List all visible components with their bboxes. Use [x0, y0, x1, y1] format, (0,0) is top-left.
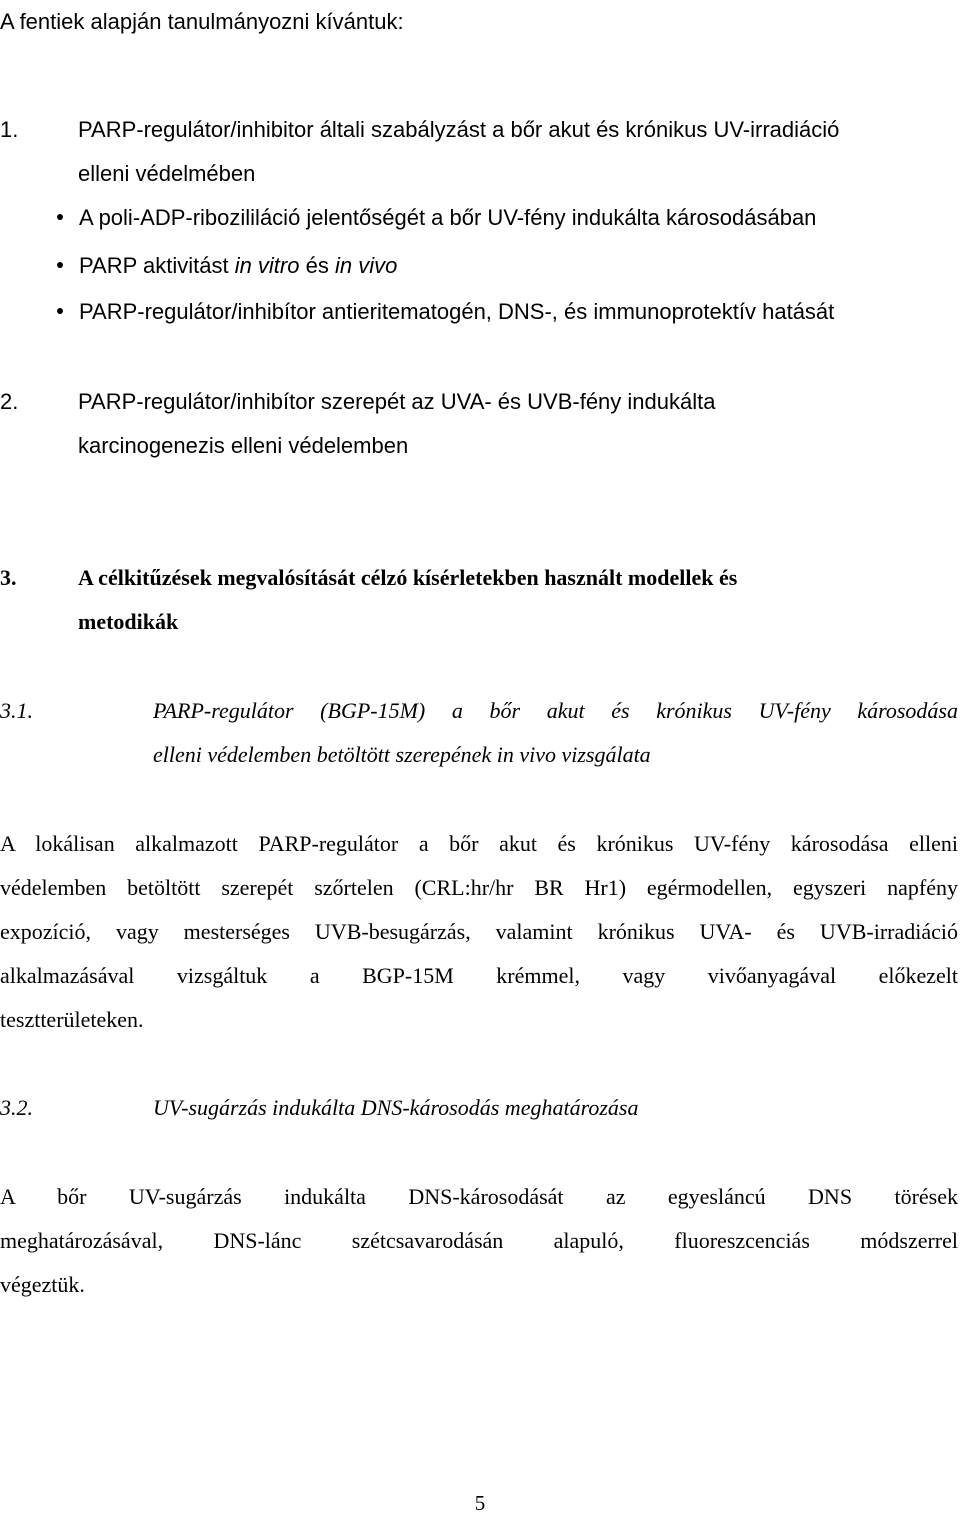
bullet-text-1: A poli-ADP-ribozililáció jelentőségét a bőr UV-fény indukálta károsodásában [79, 205, 817, 230]
bullet-item-3 [57, 290, 834, 334]
bullet-text-2-italic-1: in vitro [234, 253, 300, 278]
item-1-line-2: elleni védelmében [78, 161, 256, 186]
paragraph-2-line-2: meghatározásával, DNS-lánc szétcsavarodásán alapuló, fluoreszcenciás módszerrel [0, 1228, 958, 1253]
subsection-3-1-title-line-1: PARP-regulátor (BGP-15M) a bőr akut és krónikus UV-fény károsodása [153, 698, 958, 723]
paragraph-1-line-1: A lokálisan alkalmazott PARP-regulátor a bőr akut és krónikus UV-fény károsodása elleni [0, 831, 958, 856]
subsection-3-1-title-line-2: elleni védelemben betöltött szerepének in vivo vizsgálata [153, 742, 651, 767]
section-3-title-line-2: metodikák [78, 609, 179, 634]
item-2-line-2: karcinogenezis elleni védelemben [78, 433, 409, 458]
item-1-line-1: PARP-regulátor/inhibitor általi szabályzást a bőr akut és krónikus UV-irradiáció [78, 117, 840, 142]
page-number: 5 [474, 1491, 486, 1515]
paragraph-1 [0, 822, 958, 1042]
paragraph-2 [0, 1175, 958, 1307]
bullet-text-2-mid: és [299, 253, 335, 278]
item-1-number: 1. [0, 117, 19, 142]
paragraph-1-line-2: védelemben betöltött szerepét szőrtelen (CRL:hr/hr BR Hr1) egérmodellen, egyszeri napfény [0, 875, 958, 900]
item-2-number: 2. [0, 389, 19, 414]
intro-text: A fentiek alapján tanulmányozni kívántuk: [0, 9, 404, 34]
bullet-text-2-italic-2: in vivo [334, 253, 398, 278]
paragraph-1-line-3: expozíció, vagy mesterséges UVB-besugárzás, valamint krónikus UVA- és UVB-irradiáció [0, 919, 958, 944]
paragraph-1-line-4: alkalmazásával vizsgáltuk a BGP-15M krémmel, vagy vivőanyagával előkezelt [0, 963, 958, 988]
bullet-icon [57, 262, 63, 268]
bullet-item-1 [57, 196, 816, 240]
section-3-title-line-1: A célkitűzések megvalósítását célzó kísérletekben használt modellek és [78, 565, 738, 590]
bullet-item-2 [57, 244, 397, 288]
paragraph-1-line-5: tesztterületeken. [0, 1007, 144, 1032]
bullet-icon [57, 214, 63, 220]
paragraph-2-line-1: A bőr UV-sugárzás indukálta DNS-károsodását az egyesláncú DNS törések [0, 1184, 958, 1209]
paragraph-2-line-3: végeztük. [0, 1272, 85, 1297]
subsection-3-2-number: 3.2. [0, 1095, 33, 1120]
subsection-3-1-number: 3.1. [0, 698, 33, 723]
bullet-text-3: PARP-regulátor/inhibítor antieritematogén, DNS-, és immunoprotektív hatását [79, 299, 835, 324]
section-3-number: 3. [0, 565, 17, 590]
subsection-3-2-title: UV-sugárzás indukálta DNS-károsodás meghatározása [153, 1095, 639, 1120]
bullet-icon [57, 308, 63, 314]
item-2-line-1: PARP-regulátor/inhibítor szerepét az UVA- és UVB-fény indukálta [78, 389, 716, 414]
bullet-text-2-pre: PARP aktivitást [79, 253, 235, 278]
